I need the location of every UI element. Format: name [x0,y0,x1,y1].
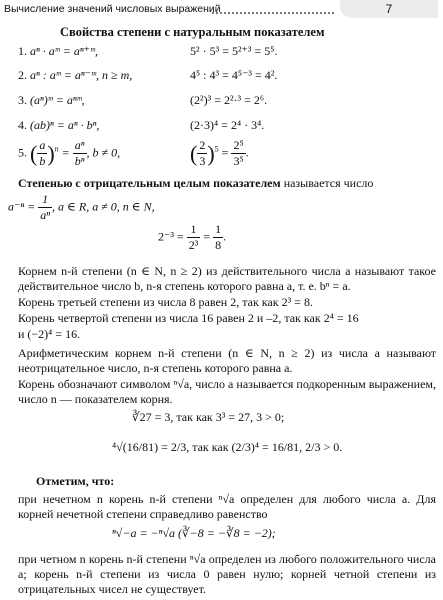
p5-ex-right-den: 3⁵ [233,154,244,168]
neg-formula-den: aⁿ [40,208,50,222]
property-2-rule [18,68,132,83]
property-3-num: 3. [18,93,27,107]
note-even-root: при четном n корень n-й степени ⁿ√a определен из любого положительного числа a; корень n-й степени из числа 0 равен нулю; корней четной степени из отрицательных чисел не существует. [18,552,436,596]
p5-rule-right-num: aⁿ [74,138,85,152]
note-title: Отметим, что: [36,474,115,488]
root-example-cube: Корень третьей степени из числа 8 равен 2, так как 2³ = 8. [18,295,313,309]
negative-exponent-example: 2⁻³ = $\frac{1}{\text{2³}}$ = $\frac{1}{8}$ . [158,222,227,252]
header-dotted-leader [212,12,334,14]
neg-example-num1: 1 [187,222,201,238]
neg-example-left: 2⁻³ = [158,229,184,244]
p5-ex-left-den: 3 [199,154,206,168]
running-title: Вычисление значений числовых выражений [4,3,221,15]
root-example-fourth-cont: и (−2)⁴ = 16. [18,327,81,341]
arithmetic-root-definition: Арифметическим корнем n-й степени (n ∈ N, n ≥ 2) из числа a называют неотрицательное число, n-я степень которого равна a. [18,346,436,375]
p5-ex-left-num: 2 [199,138,206,152]
p5-ex-right-num: 2⁵ [233,138,244,152]
neg-example-den2: 8 [215,238,222,252]
neg-example-num2: 1 [215,222,222,236]
neg-formula-cond: , a ∈ R, a ≠ 0, n ∈ N, [52,199,155,214]
property-2-formula: aⁿ : aᵐ = aⁿ⁻ᵐ, n ≥ m, [30,68,133,82]
property-4-rule [18,118,99,133]
property-5-num: 5. [18,145,27,160]
negative-exponent-term: Степенью с отрицательным целым показателем [18,176,281,190]
property-3-formula: (aⁿ)ᵐ = aⁿᵐ, [30,93,85,107]
arithmetic-example-2: ⁴√(16/81) = 2/3, так как (2/3)⁴ = 16/81, 2/3 > 0. [112,440,343,454]
note-odd-root: при нечетном n корень n-й степени ⁿ√a определен для любого числа a. Для корней нечетной степени справедливо равенство [18,492,436,521]
negative-exponent-text: называется число [280,176,374,190]
page-number: 7 [385,2,393,16]
property-4-num: 4. [18,118,27,132]
root-example-fourth: Корень четвертой степени из числа 16 равен 2 и –2, так как 2⁴ = 16 [18,311,359,325]
property-2-num: 2. [18,68,27,82]
p5-rule-left-den: b [39,154,46,168]
neg-formula-left: a⁻ⁿ = [8,199,36,214]
property-3-rule [18,93,85,108]
property-2-example: 4⁵ : 4³ = 4⁵⁻³ = 4². [190,68,278,82]
property-1-num: 1. [18,44,27,58]
note-odd-root-formula: ⁿ√−a = −ⁿ√a (∛−8 = −∛8 = −2); [112,526,276,540]
neg-example-den1: 2³ [188,238,199,252]
radical-notation-text: Корень обозначают символом ⁿ√a, число a называется подкоренным выражением, число n — показателем корня. [18,377,436,406]
root-definition: Корнем n-й степени (n ∈ N, n ≥ 2) из действительного числа a называют такое действительное число b, n-я степень которого равна a, т. е. bⁿ = a. [18,264,436,293]
running-header [0,0,443,20]
property-5-example: ( $\frac{2}{3}$ )$^5$ = $\frac{\text{2⁵}}{\text{3⁵}}$ . [190,138,249,168]
property-4-example: (2·3)⁴ = 2⁴ · 3⁴. [190,118,265,132]
neg-formula-num: 1 [38,192,52,208]
p5-rule-right-den: bⁿ [74,154,85,168]
negative-exponent-formula [8,192,155,223]
property-1-example: 5² · 5³ = 5²⁺³ = 5⁵. [190,44,278,58]
property-5-rule: 5. ( $\frac{a}{b}$ )$^n$ = $\frac{\text{aⁿ}}{\text{bⁿ}}$ , b ≠ 0, [18,138,121,168]
property-4-formula: (ab)ⁿ = aⁿ · bⁿ, [30,118,100,132]
property-1-formula: aⁿ · aᵐ = aⁿ⁺ᵐ, [30,44,98,58]
property-1-rule [18,44,98,59]
negative-exponent-def [18,176,436,191]
page-number-tab [340,0,438,18]
p5-rule-left-num: a [39,138,46,152]
p5-rule-cond: , b ≠ 0, [86,145,121,160]
property-3-example: (2²)³ = 2²·³ = 2⁶. [190,93,268,107]
arithmetic-example-1: ∛27 = 3, так как 3³ = 27, 3 > 0; [132,410,285,424]
section-title: Свойства степени с натуральным показателем [60,25,325,39]
